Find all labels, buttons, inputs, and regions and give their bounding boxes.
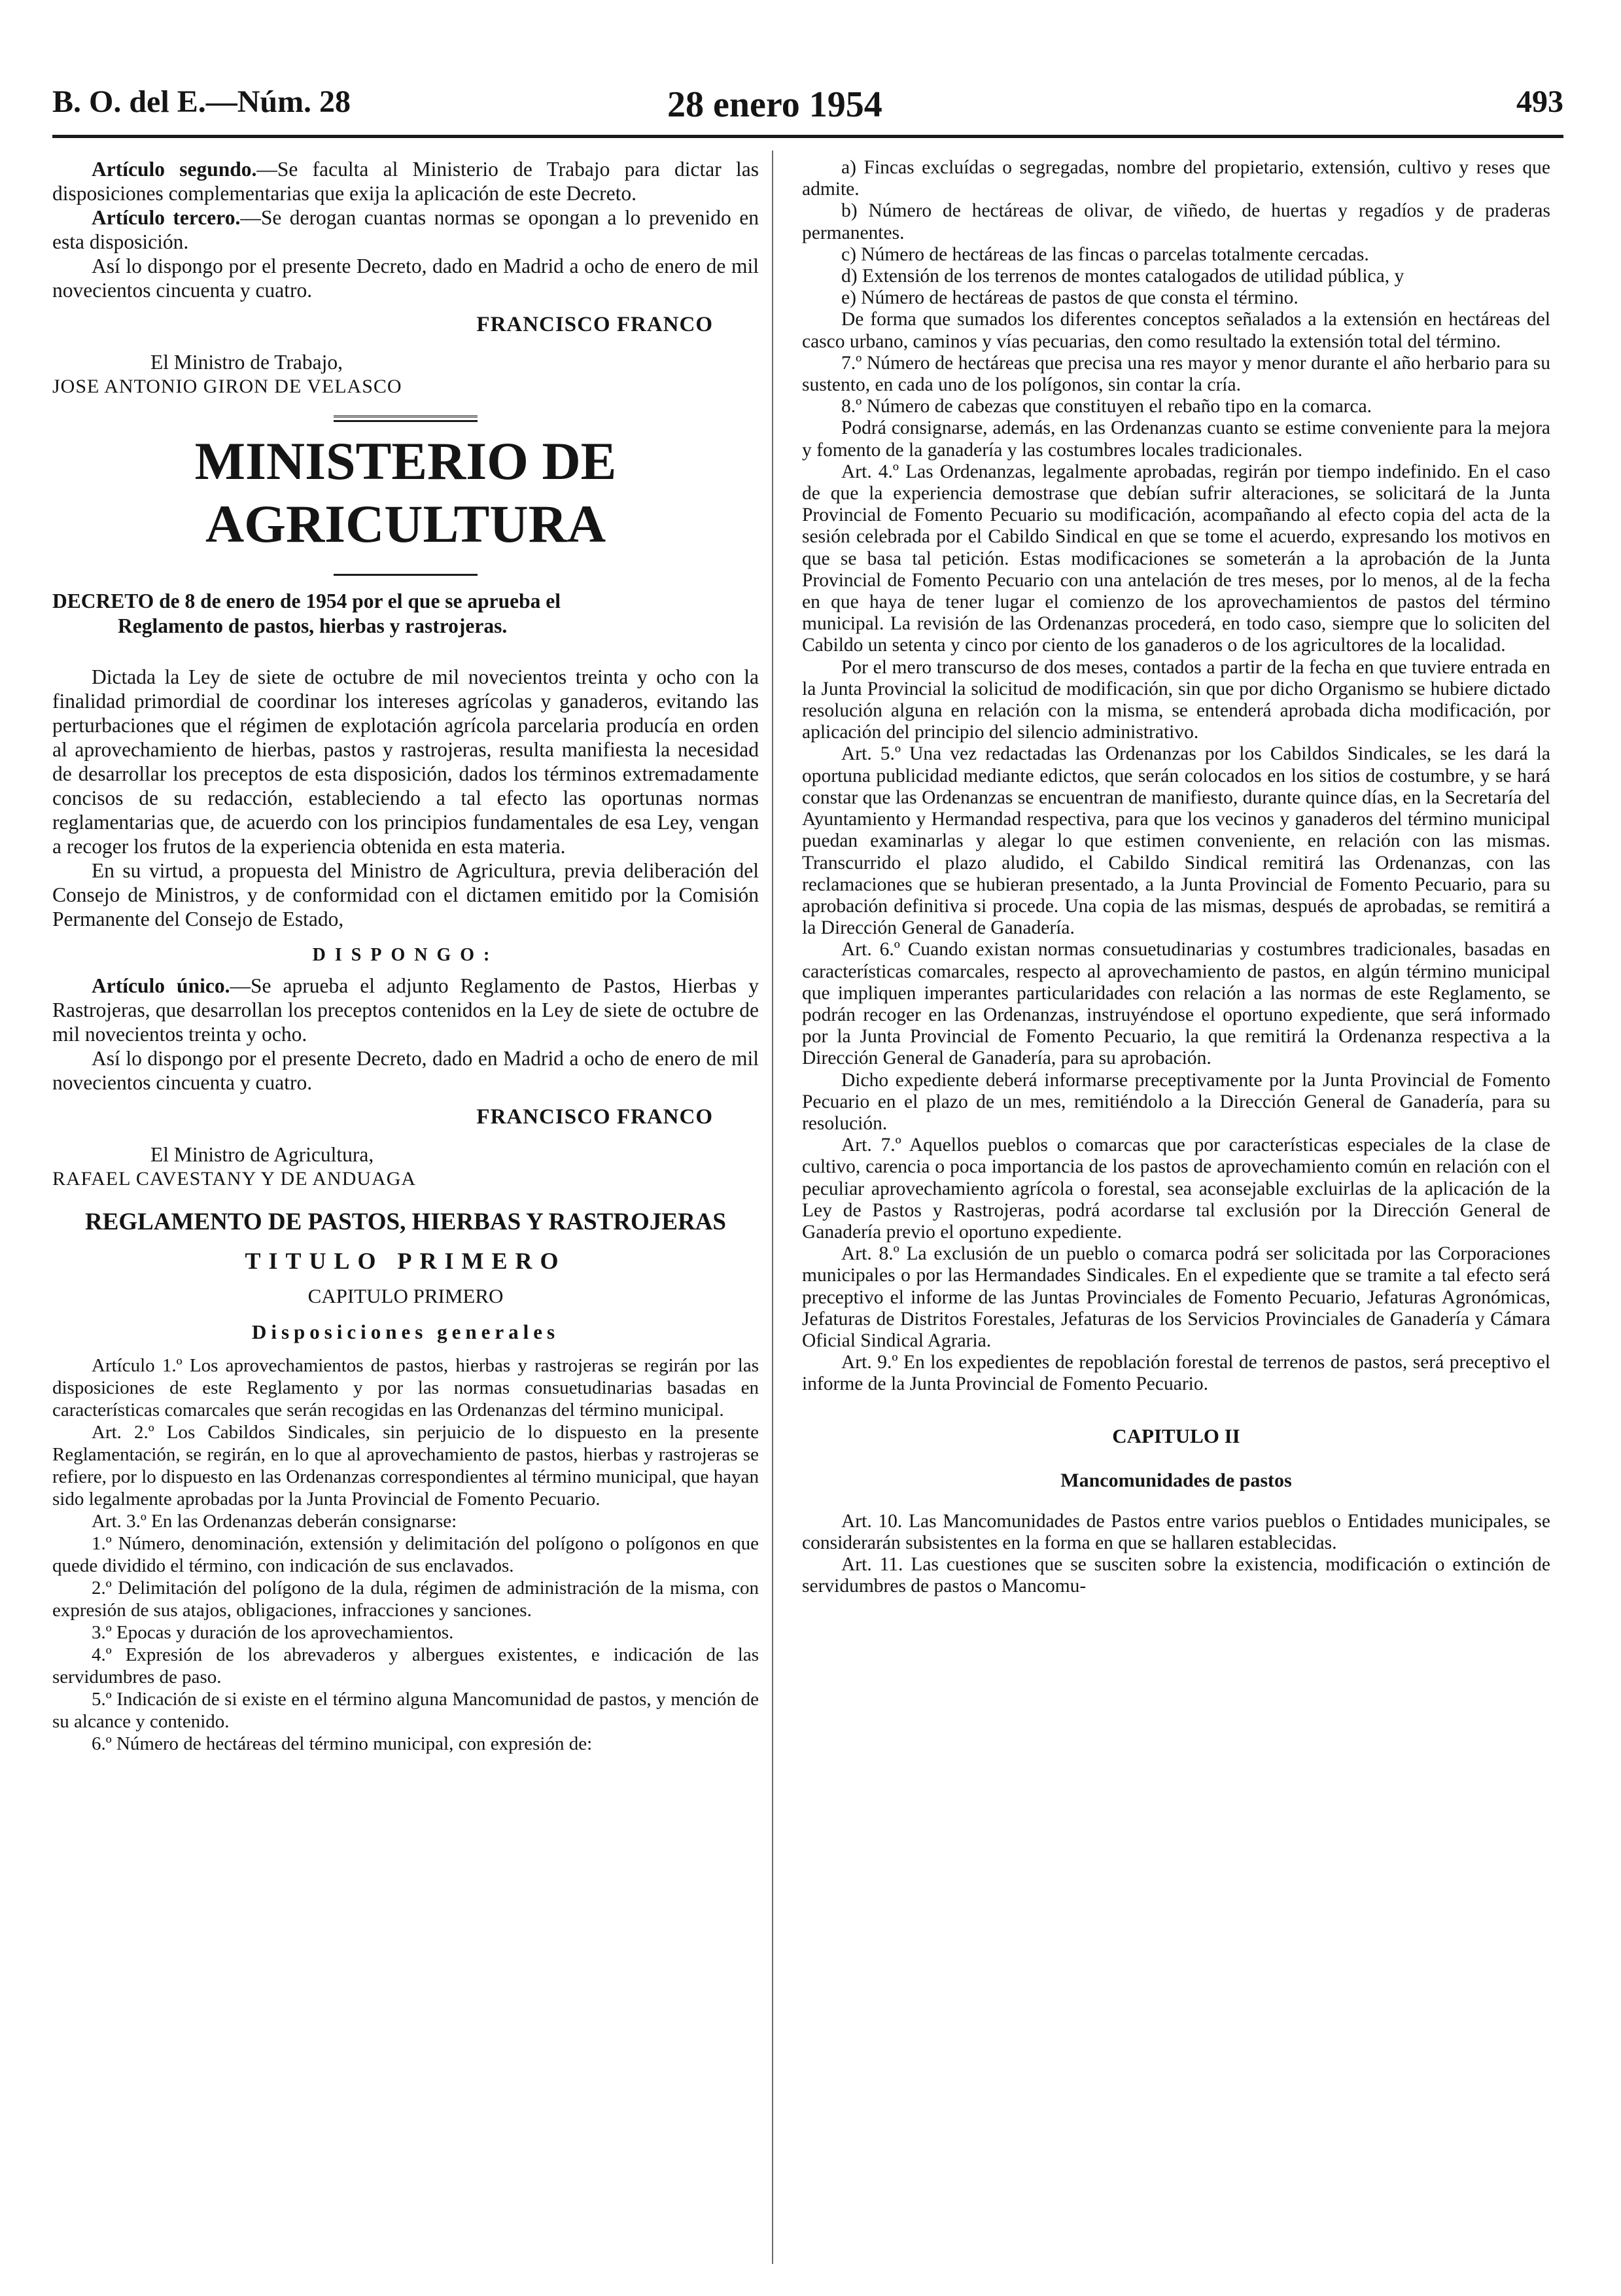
article-3-item-2: 2.º Delimitación del polígono de la dula, régimen de administración de la misma, con expresión de sus atajos, obligaciones, infracciones y sanciones. [52, 1578, 759, 1621]
article-8: Art. 8.º La exclusión de un pueblo o comarca podrá ser solicitada por las Corporaciones municipales o por las Hermandades Sindicales. En el expediente que se tramite a tal efecto será preceptivo el informe de las Juntas Provinciales de Fomento Pecuario, Jefaturas Agronómicas, Jefaturas de Distritos Forestales, Jefaturas de los Servicios Provinciales de Ganadería y Cámara Oficial Sindical Agraria. [802, 1243, 1550, 1351]
section-rule [334, 574, 478, 576]
item-d: d) Extensión de los terrenos de montes catalogados de utilidad pública, y [841, 266, 1404, 287]
chapter-2-heading: CAPITULO II [1112, 1424, 1240, 1447]
minister-title: El Ministro de Trabajo, [150, 351, 343, 374]
article-3-item-3: 3.º Epocas y duración de los aprovechamientos. [92, 1622, 454, 1643]
item-a: a) Fincas excluídas o segregadas, nombre del propietario, extensión, cultivo y reses que admite. [802, 157, 1550, 200]
dicho-paragraph: Dicho expediente deberá informarse preceptivamente por la Junta Provincial de Fomento Pecuario en el plazo de un mes, remitiéndolo a la Dirección General de Ganadería, para su resolución. [802, 1069, 1550, 1134]
column-divider [772, 150, 773, 2264]
forma-paragraph: De forma que sumados los diferentes conceptos señalados a la extensión en hectáreas del casco urbano, caminos y vías pecuarias, den como resultado la extensión total del término. [802, 309, 1550, 352]
minister-title-2: El Ministro de Agricultura, [150, 1143, 374, 1166]
right-column [802, 157, 1550, 1597]
left-column [52, 157, 759, 1755]
article-9: Art. 9.º En los expedientes de repoblación forestal de terrenos de pastos, será preceptivo el informe de la Junta Provincial de Fomento Pecuario. [802, 1352, 1550, 1395]
mancomunidades-heading: Mancomunidades de pastos [1060, 1469, 1292, 1491]
minister-name: JOSE ANTONIO GIRON DE VELASCO [52, 376, 402, 397]
section-divider [334, 415, 478, 422]
virtud-paragraph: En su virtud, a propuesta del Ministro de Agricultura, previa deliberación del Consejo de Ministros, y de conformidad con el dictamen emitido por la Comisión Permanente del Consejo de Estado, [52, 859, 759, 930]
mero-paragraph: Por el mero transcurso de dos meses, contados a partir de la fecha en que tuviere entrada en la Junta Provincial la solicitud de modificación, sin que por dicho Organismo se hubiere dictado resolución alguna en relación con la misma, se entenderá aprobada dicha modificación, por aplicación del principio del silencio administrativo. [802, 656, 1550, 743]
closing-paragraph: Así lo dispongo por el presente Decreto, dado en Madrid a ocho de enero de mil novecientos cincuenta y cuatro. [52, 255, 759, 302]
article-3-item-5: 5.º Indicación de si existe en el término alguna Mancomunidad de pastos, y mención de su alcance y contenido. [52, 1689, 759, 1732]
ministry-heading: MINISTERIO DE AGRICULTURA [194, 431, 617, 554]
closing-paragraph-2: Así lo dispongo por el presente Decreto, dado en Madrid a ocho de enero de mil novecientos cincuenta y cuatro. [52, 1047, 759, 1094]
section-heading: Disposiciones generales [251, 1320, 560, 1343]
item-8: 8.º Número de cabezas que constituyen el rebaño tipo en la comarca. [841, 396, 1372, 417]
article-5: Art. 5.º Una vez redactadas las Ordenanzas por los Cabildos Sindicales, se les dará la oportuna publicidad mediante edictos, que serán colocados en los sitios de costumbre, y se hará constar que las Ordenanzas se encuentran de manifiesto, durante quince días, en la Secretaría del Ayuntamiento y Hermandad respectiva, para que los vecinos y ganaderos del término municipal puedan examinarlas y alegar lo que estimen conveniente, en relación con las mismas. Transcurrido el plazo aludido, el Cabildo Sindical remitirá las Ordenanzas, con las reclamaciones que se hubieran presentado, a la Junta Provincial de Fomento Pecuario, para su aprobación definitiva si procede. Una copia de las mismas, después de aprobadas, se remitirá a la Dirección General de Ganadería. [802, 743, 1550, 939]
article-3-item-6: 6.º Número de hectáreas del término municipal, con expresión de: [92, 1733, 593, 1754]
header-page-number: 493 [1516, 84, 1563, 119]
chapter-heading: CAPITULO PRIMERO [307, 1284, 504, 1307]
article-3-item-1: 1.º Número, denominación, extensión y delimitación del polígono o polígonos en que quede dividido el término, con indicación de sus enclavados. [52, 1533, 759, 1576]
item-c: c) Número de hectáreas de las fincas o parcelas totalmente cercadas. [841, 243, 1369, 265]
decree-title: DECRETO de 8 de enero de 1954 por el que se aprueba el Reglamento de pastos, hierbas y rastrojeras. [52, 590, 561, 637]
article-7: Art. 7.º Aquellos pueblos o comarcas que por características especiales de la clase de cultivo, carencia o poca importancia de los pastos de aprovechamiento común en relación con el peculiar aprovechamiento agrícola o forestal, sea aconsejable excluirlas de la aplicación de la Ley de Pastos y Rastrojeras, podrá acordarse tal exclusión por la Dirección General de Ganadería previo el oportuno expediente. [802, 1135, 1550, 1243]
article-6: Art. 6.º Cuando existan normas consuetudinarias y costumbres tradicionales, basadas en características comarcales, respecto al aprovechamiento de pastos, en algún término municipal que impliquen imperantes particularidades con relación a las normas de este Reglamento, se podrán recoger en las Ordenanzas, instruyéndose el oportuno expediente, que será informado por la Junta Provincial de Fomento Pecuario, la que remitirá la Ordenanza respectiva a la Dirección General de Ganadería, para su aprobación. [802, 939, 1550, 1069]
article-1: Artículo 1.º Los aprovechamientos de pastos, hierbas y rastrojeras se regirán por las disposiciones de este Reglamento y por las normas consuetudinarias basadas en características comarcales que serán recogidas en las Ordenanzas del término municipal. [52, 1355, 759, 1421]
page-header [52, 77, 1563, 136]
article-11: Art. 11. Las cuestiones que se susciten sobre la existencia, modificación o extinción de servidumbres de pastos o Mancomu- [802, 1553, 1550, 1597]
podra-paragraph: Podrá consignarse, además, en las Ordenanzas cuanto se estime conveniente para la mejora y fomento de la ganadería y las costumbres locales tradicionales. [802, 417, 1550, 461]
article-2: Art. 2.º Los Cabildos Sindicales, sin perjuicio de lo dispuesto en la presente Reglamentación, se regirán, en lo que al aprovechamiento de pastos, hierbas y rastrojeras se refiere, por lo dispuesto en las Ordenanzas correspondientes al término municipal, que hayan sido legalmente aprobadas por la Junta Provincial de Fomento Pecuario. [52, 1422, 759, 1510]
article-4: Art. 4.º Las Ordenanzas, legalmente aprobadas, regirán por tiempo indefinido. En el caso de que la experiencia demostrase que debían sufrir alteraciones, se solicitará de la Junta Provincial de Fomento Pecuario su modificación, acompañando al efecto copia del acta de la sesión celebrada por el Cabildo Sindical en que se tome el acuerdo, expresando los motivos en que se basa tal petición. Estas modificaciones se someterán a la aprobación de la Junta Provincial de Fomento Pecuario con una antelación de tres meses, por lo menos, al de la fecha en que haya de tener lugar el comienzo de los aprovechamientos de pastos del término municipal. La revisión de las Ordenanzas procederá, en todo caso, siempre que lo soliciten del Cabildo un setenta y cinco por ciento de los ganaderos o de los agricultores de la localidad. [802, 461, 1550, 656]
header-rule [52, 135, 1563, 138]
preamble-paragraph: Dictada la Ley de siete de octubre de mil novecientos treinta y ocho con la finalidad primordial de coordinar los intereses agrícolas y ganaderos, evitando las perturbaciones que el régimen de explotación agrícola parcelaria producía en orden al aprovechamiento de hierbas, pastos y rastrojeras, resulta manifiesta la necesidad de desarrollar los preceptos de esta disposición, dados los términos extremadamente concisos de su redacción, estableciendo a tal efecto las oportunas normas reglamentarias que, de acuerdo con los principios fundamentales de esa Ley, vengan a recoger los frutos de la experiencia obtenida en esta materia. [52, 665, 759, 858]
article-3-item-4: 4.º Expresión de los abrevaderos y albergues existentes, e indicación de las servidumbres de paso. [52, 1644, 759, 1687]
header-publication: B. O. del E.—Núm. 28 [52, 84, 351, 119]
article-third: Artículo tercero.—Se derogan cuantas normas se opongan a lo prevenido en esta disposición. [52, 206, 759, 253]
item-b: b) Número de hectáreas de olivar, de viñedo, de huertas y regadíos y de praderas permanentes. [802, 200, 1550, 243]
article-10: Art. 10. Las Mancomunidades de Pastos entre varios pueblos o Entidades municipales, se considerarán subsistentes en la forma en que se hallaren establecidas. [802, 1510, 1550, 1553]
article-unique: Artículo único.—Se aprueba el adjunto Reglamento de Pastos, Hierbas y Rastrojeras, que desarrollan los preceptos contenidos en la Ley de siete de octubre de mil novecientos treinta y ocho. [52, 974, 759, 1046]
regulation-title: REGLAMENTO DE PASTOS, HIERBAS Y RASTROJERAS [84, 1209, 727, 1235]
minister-name-2: RAFAEL CAVESTANY Y DE ANDUAGA [52, 1168, 417, 1190]
dispongo-heading: DISPONGO: [312, 945, 499, 965]
article-3: Art. 3.º En las Ordenanzas deberán consignarse: [92, 1511, 457, 1532]
signature: FRANCISCO FRANCO [476, 313, 713, 336]
header-date: 28 enero 1954 [667, 84, 882, 125]
title-heading: TITULO PRIMERO [245, 1248, 566, 1274]
item-e: e) Número de hectáreas de pastos de que consta el término. [841, 287, 1299, 309]
signature-2: FRANCISCO FRANCO [476, 1105, 713, 1129]
article-second: Artículo segundo.—Se faculta al Ministerio de Trabajo para dictar las disposiciones complementarias que exija la aplicación de este Decreto. [52, 158, 759, 205]
item-7: 7.º Número de hectáreas que precisa una res mayor y menor durante el año herbario para su sustento, en cada uno de los polígonos, sin contar la cría. [802, 352, 1550, 396]
